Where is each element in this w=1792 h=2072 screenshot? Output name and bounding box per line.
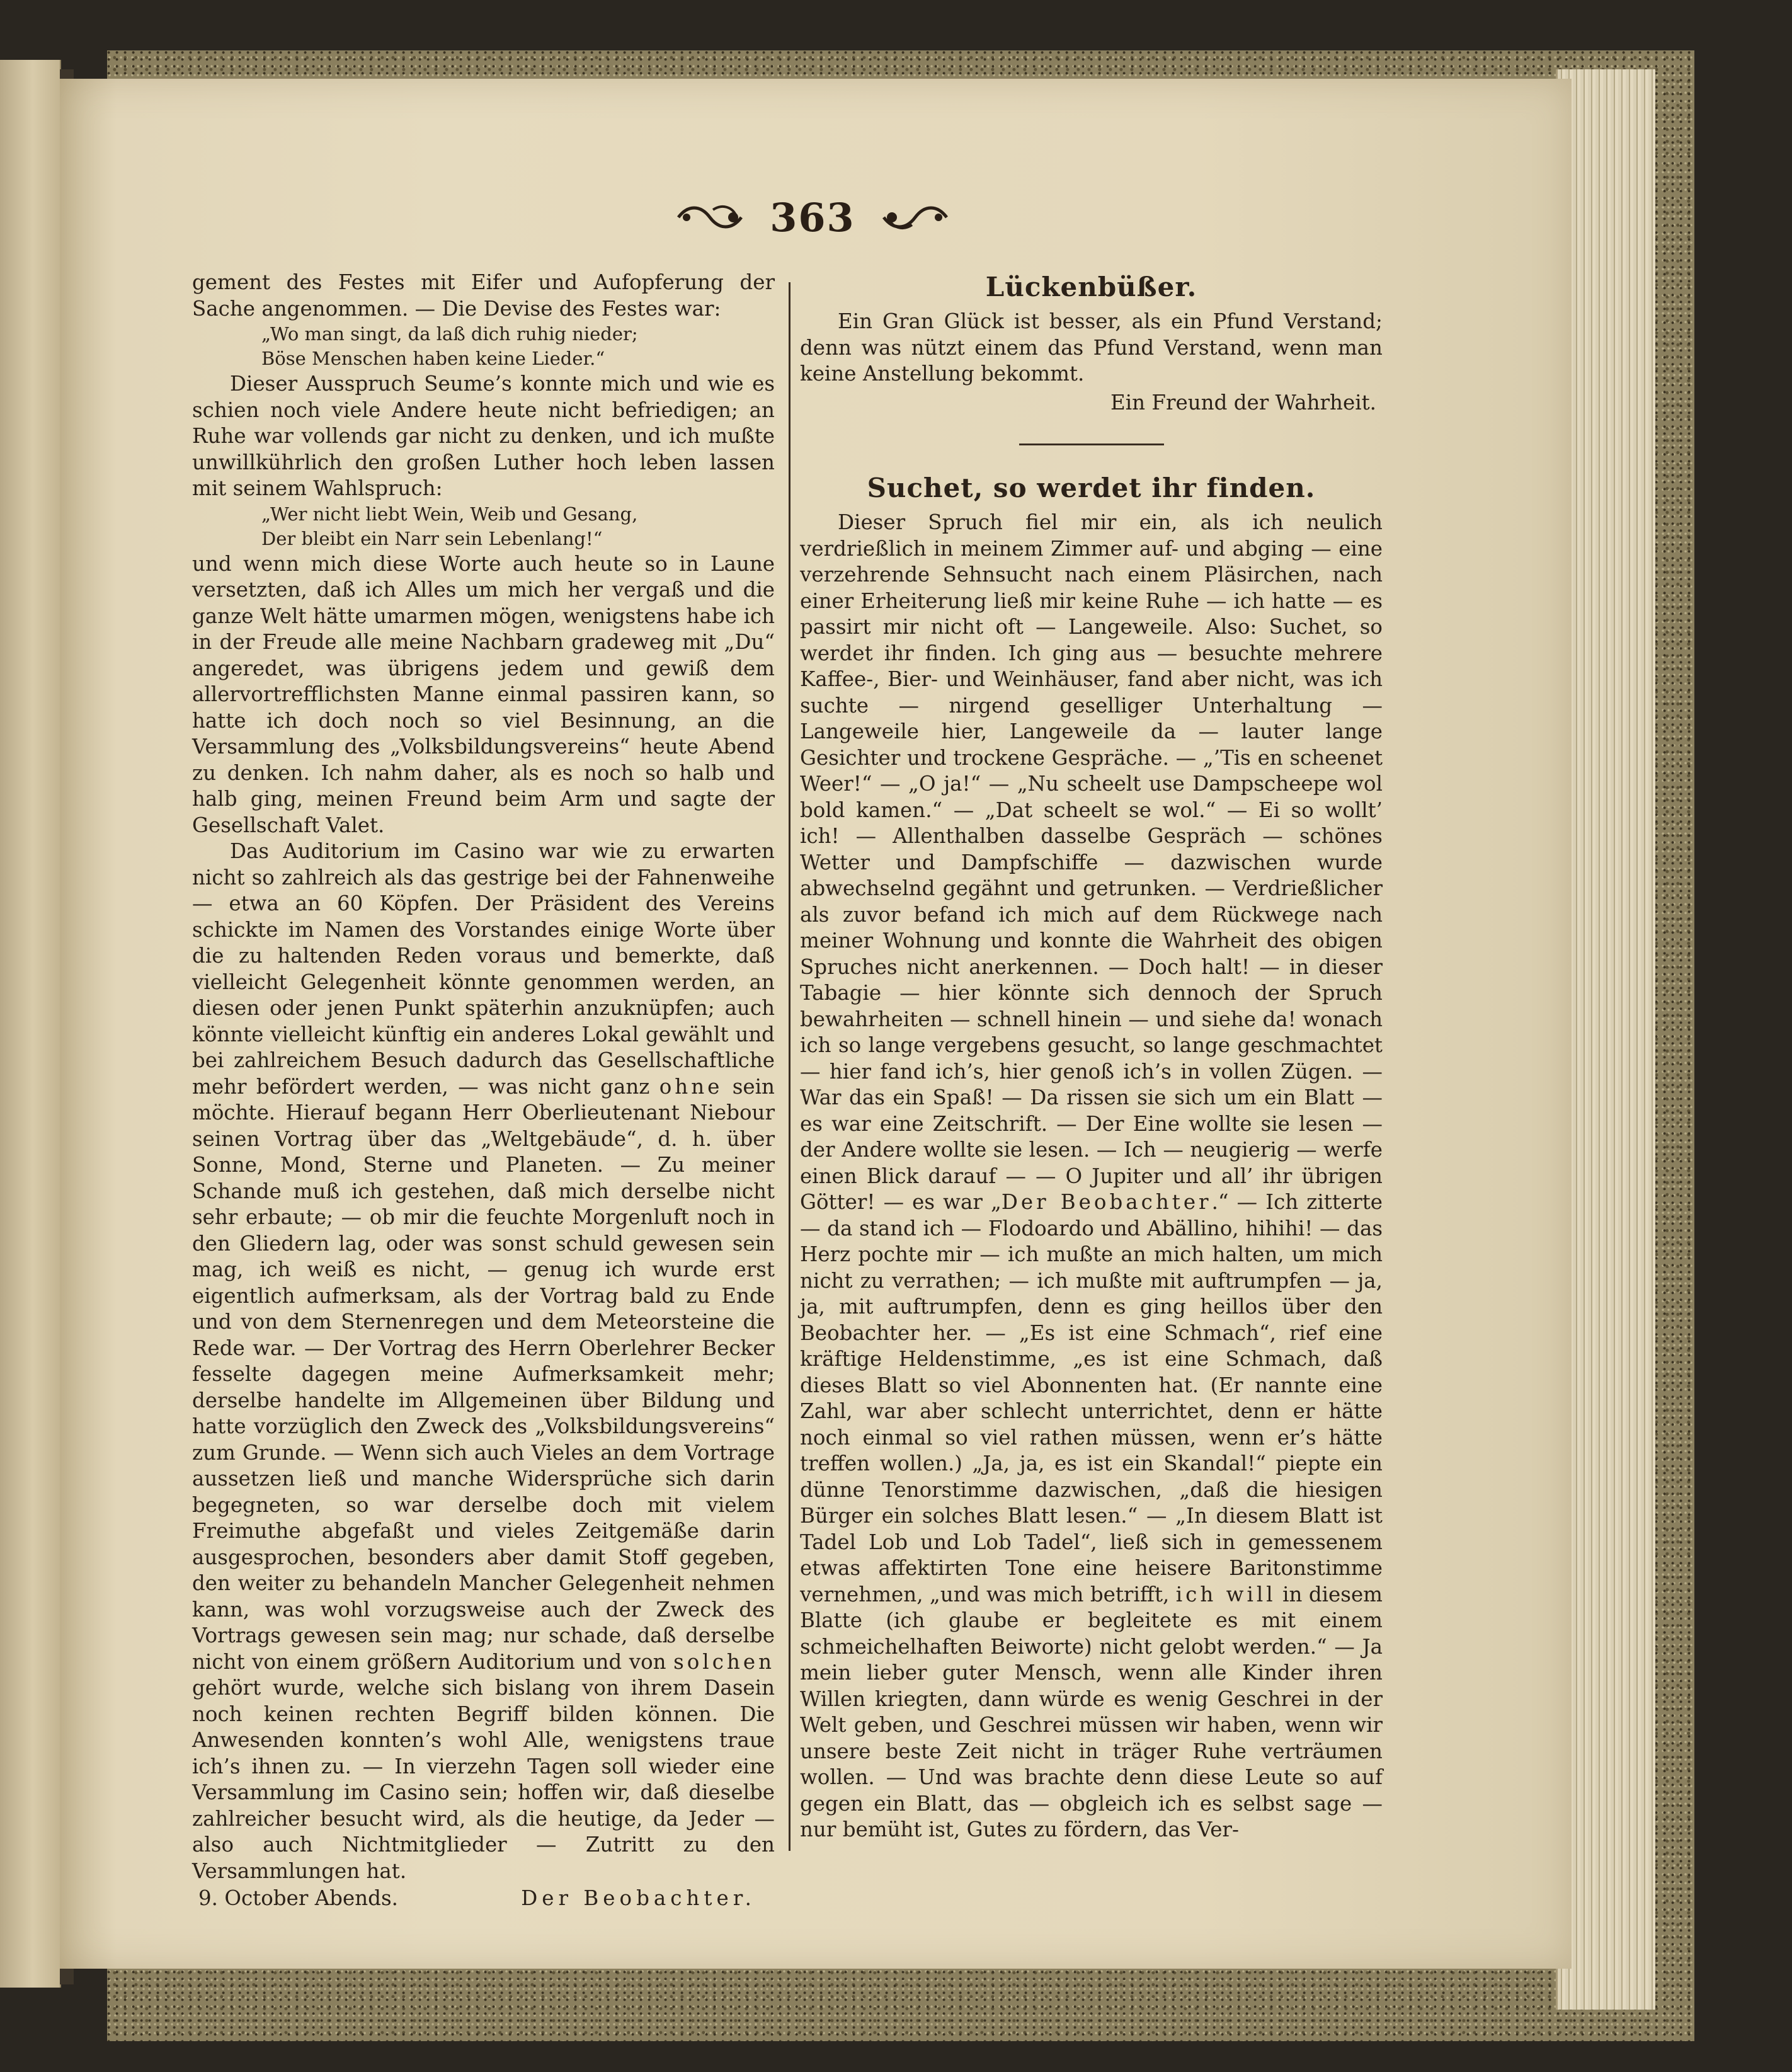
right-ornament-icon (881, 198, 950, 236)
paragraph: und wenn mich diese Worte auch heute so in Laune versetzten, daß ich Alles um mich her vergaß und die ganze Welt hätte umarmen mögen, wenigstens habe ich in der Freude alle meine Nachbarn gradeweg mit „Du“ angeredet, was übrigens jedem und gewiß dem allervortrefflichsten Manne einmal passiren kann, so hatte ich doch noch so viel Besinnung, an die Versammlung des „Volksbildungsvereins“ heute Abend zu denken. Ich nahm daher, als es noch so halb und halb ging, meinen Freund beim Arm und sagte der Gesellschaft Valet. (192, 551, 775, 837)
left-column (192, 270, 775, 1912)
text-run: .“ — Ich zitterte — da stand ich — Flodoardo und Abällino, hihihi! — das Herz pochte mir — ich mußte an mich halten, um mich nicht zu verrathen; — ich mußte mit auftrumpfen — ja, ja, mit auftrumpfen, denn es ging heillos über den Beobachter her. — „Es ist eine Schmach“, rief eine kräftige Heldenstimme, „es ist eine Schmach, daß dieses Blatt so viel Abonnenten hat. (Er nannte eine Zahl, war aber schlecht unterrichtet, denn er hätte noch einmal so viel rathen müssen, wenn er’s hätte treffen wollen.) „Ja, ja, es ist ein Skandal!“ piepte ein dünne Tenorstimme dazwischen, „daß die hiesigen Bürger ein solches Blatt lesen.“ — „In diesem Blatt ist Tadel Lob und Lob Tadel“, ließ sich in gemessenem etwas affektirten Tone eine heisere Baritonstimme vernehmen, „und was mich betrifft, (800, 1190, 1383, 1606)
verse-quote (261, 502, 775, 551)
spaced-text: ich will (1175, 1582, 1276, 1606)
verse-line: „Wer nicht liebt Wein, Weib und Gesang, (261, 503, 638, 525)
paragraph (192, 839, 775, 1884)
page-header (649, 189, 976, 246)
paragraph (800, 510, 1383, 1843)
spaced-text: ohne (659, 1074, 723, 1099)
section-divider (1019, 444, 1164, 445)
page-number: 363 (770, 194, 855, 241)
verse-line: „Wo man singt, da laß dich ruhig nieder; (261, 323, 638, 345)
section-title: Suchet, so werdet ihr finden. (867, 472, 1316, 503)
verse-quote (261, 322, 775, 371)
text-run: Dieser Spruch fiel mir ein, als ich neulich verdrießlich in meinem Zimmer auf- und abging — eine verzehrende Sehnsucht nach einem Pläsirchen, nach einer Erheiterung ließ mir keine Ruhe — ich hatte — es passirt mir nicht oft — Langeweile. Also: Suchet, so werdet ihr finden. Ich ging aus — besuchte mehrere Kaffee-, Bier- und Weinhäuser, fand aber nicht, was ich suchte — nirgend geselliger Unterhaltung — Langeweile hier, Langeweile da — lauter lange Gesichter und trockene Gespräche. — „’Tis en scheenet Weer!“ — „O ja!“ — „Nu scheelt use Dampscheepe wol bold kamen.“ — „Dat scheelt se wol.“ — Ei so wollt’ ich! — Allenthalben dasselbe Gespräch — schönes Wetter und Dampfschiffe — dazwischen wurde abwechselnd gegähnt und getrunken. — Verdrießlicher als zuvor befand ich mich auf dem Rückwege nach meiner Wohnung und konnte die Wahrheit des obigen Spruches nicht anerkennen. — Doch halt! — in dieser Tabagie — hier könnte sich dennoch der Spruch bewahrheiten — schnell hinein — und siehe da! wonach ich so lange vergebens gesucht, so lange geschmachtet — hier fand ich’s, hier genoß ich’s in vollen Zügen. — War das ein Spaß! — Da rissen sie sich um ein Blatt — es war eine Zeitschrift. — Der Eine wollte sie lesen — der Andere wollte sie lesen. — Ich — neugierig — werfe einen Blick darauf — — O Jupiter und all’ ihr übrigen Götter! — es war „ (800, 510, 1383, 1214)
dateline (192, 1886, 775, 1912)
date: 9. October Abends. (198, 1886, 398, 1910)
author-signature: Der Beobachter. (521, 1886, 756, 1910)
column-rule (789, 282, 790, 1851)
verse-line: Der bleibt ein Narr sein Lebenlang!“ (261, 527, 603, 549)
text-run: gehört wurde, welche sich bislang von ihrem Dasein noch keinen rechten Begriff bilden können. Die Anwesenden konnten’s wohl Alle, wenigstens traue ich’s ihnen zu. — In vierzehn Tagen soll wieder eine Versammlung im Casino sein; hoffen wir, daß dieselbe zahlreicher besucht wird, als die heutige, da Jeder — also auch Nichtmitglieder — Zutritt zu den Versammlungen hat. (192, 1676, 775, 1883)
spaced-text: Der Beobachter (1001, 1190, 1212, 1214)
section-title: Lückenbüßer. (985, 272, 1197, 302)
left-ornament-icon (675, 198, 745, 236)
spaced-text: solchen (673, 1649, 775, 1674)
paragraph: Dieser Ausspruch Seume’s konnte mich und wie es schien noch viele Andere heute nicht befriedigen; an Ruhe war vollends gar nicht zu denken, und ich mußte unwillkührlich den großen Luther hoch leben lassen mit seinem Wahlspruch: (192, 372, 775, 500)
right-column (800, 270, 1383, 1843)
paragraph: gement des Festes mit Eifer und Aufopferung der Sache angenommen. — Die Devise des Festes war: (192, 270, 775, 321)
author-signature: Ein Freund der Wahrheit. (1110, 390, 1376, 415)
text-run: Das Auditorium im Casino war wie zu erwarten nicht so zahlreich als das gestrige bei der Fahnenweihe — etwa an 60 Köpfen. Der Präsident des Vereins schickte im Namen des Vorstandes einige Worte über die zu haltenden Reden voraus und bemerkte, daß vielleicht Gelegenheit könnte genommen werden, an diesen oder jenen Punkt späterhin anzuknüpfen; auch könnte vielleicht künftig ein anderes Lokal gewählt und bei zahlreichem Besuch dadurch das Gesellschaftliche mehr befördert werden, — was nicht ganz (192, 839, 775, 1099)
paragraph: Ein Gran Glück ist besser, als ein Pfund Verstand; denn was nützt einem das Pfund Verstand, wenn man keine Anstellung bekommt. (800, 309, 1383, 386)
verse-line: Böse Menschen haben keine Lieder.“ (261, 348, 605, 369)
text-run: in diesem Blatte (ich glaube er begleitete es mit einem schmeichelhaften Beiworte) nicht gelobt werden.“ — Ja mein lieber guter Mensch, wenn alle Kinder ihren Willen kriegten, dann würde es wenig Geschrei in der Welt geben, und Geschrei müssen wir haben, wenn wir unsere beste Zeit nicht in träger Ruhe verträumen wollen. — Und was brachte denn diese Leute so auf gegen ein Blatt, das — obgleich ich es selbst sage — nur bemüht ist, Gutes zu fördern, das Ver- (800, 1582, 1383, 1841)
left-page-edge (0, 60, 61, 1988)
text-run: sein möchte. Hierauf begann Herr Oberlieutenant Niebour seinen Vortrag über das „Weltgebäude“, d. h. über Sonne, Mond, Sterne und Planeten. — Zu meiner Schande muß ich gestehen, daß mich derselbe nicht sehr erbaute; — ob mir die feuchte Morgenluft noch in den Gliedern lag, oder was sonst schuld gewesen sein mag, ich weiß es nicht, — genug ich wurde erst eigentlich aufmerksam, als der Vortrag bald zu Ende und von dem Sternenregen und dem Meteorsteine die Rede war. — Der Vortrag des Herrn Oberlehrer Becker fesselte dagegen meine Aufmerksamkeit mehr; derselbe handelte im Allgemeinen über Bildung und hatte vorzüglich den Zweck des „Volksbildungsvereins“ zum Grunde. — Wenn sich auch Vieles an dem Vortrage aussetzen ließ und manche Widersprüche sich darin begegneten, so war derselbe doch mit vielem Freimuthe abgefaßt und vieles Zeitgemäße darin ausgesprochen, besonders aber damit Stoff gegeben, den weiter zu behandeln Mancher Gelegenheit nehmen kann, was wohl vorzugsweise auch der Zweck des Vortrags gewesen sein mag; nur schade, daß derselbe nicht von einem größern Auditorium und von (192, 1074, 775, 1674)
